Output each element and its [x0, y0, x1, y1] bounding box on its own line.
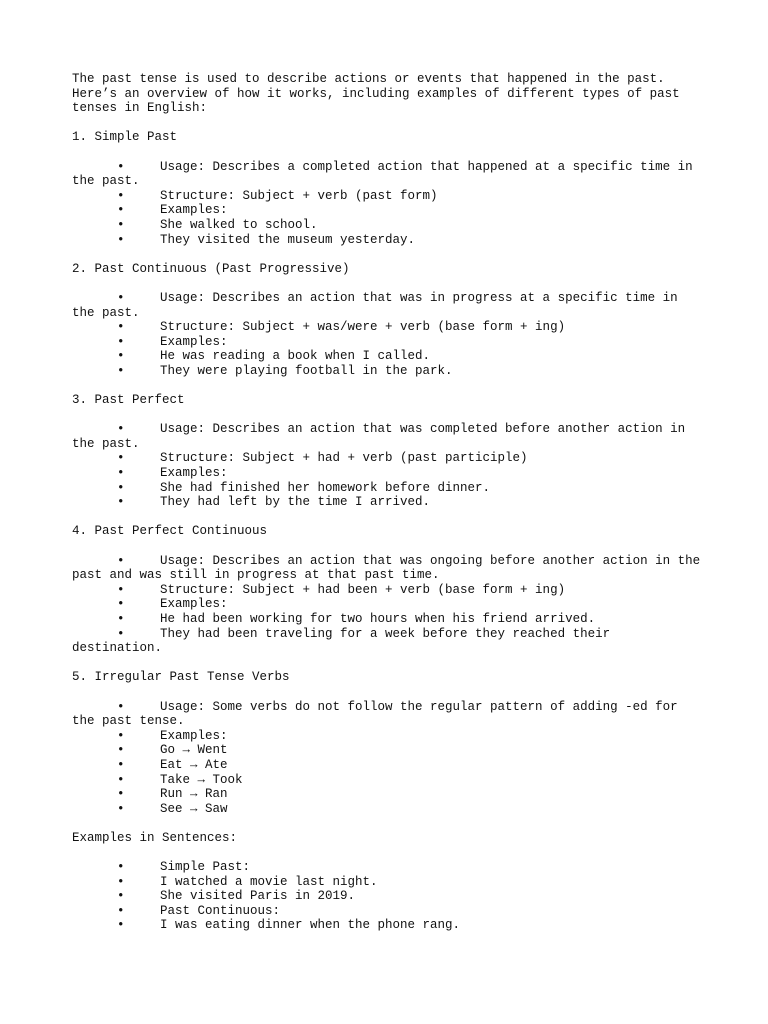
list-item-text: I was eating dinner when the phone rang.	[160, 918, 461, 933]
list-item	[72, 729, 702, 744]
list-item-text: They had left by the time I arrived.	[160, 495, 431, 510]
list-item-text: They visited the museum yesterday.	[160, 232, 416, 247]
bullet-list	[72, 160, 702, 248]
list-item	[72, 700, 702, 729]
list-item-text: Eat → Ate	[160, 757, 228, 772]
list-item-text: She visited Paris in 2019.	[160, 889, 356, 904]
bullet-list	[72, 700, 702, 817]
section-heading: 4. Past Perfect Continuous	[72, 524, 268, 539]
bullet-icon: •	[117, 611, 125, 626]
list-item	[72, 291, 702, 320]
bullet-icon: •	[117, 757, 125, 772]
list-item	[72, 597, 702, 612]
bullet-icon: •	[117, 159, 125, 174]
bullet-icon: •	[117, 772, 125, 787]
list-item-text: Examples:	[160, 466, 228, 481]
bullet-icon: •	[117, 582, 125, 597]
list-item-text: Usage: Describes an action that was ongoing before another action in the past and was still in progress at that past time.	[72, 553, 708, 583]
list-item	[72, 860, 702, 875]
list-item-text: Simple Past:	[160, 860, 251, 875]
list-item	[72, 335, 702, 350]
list-item	[72, 466, 702, 481]
list-item-text: They were playing football in the park.	[160, 363, 453, 378]
list-item-text: Take → Took	[160, 772, 243, 787]
bullet-icon: •	[117, 626, 125, 641]
bullet-list	[72, 422, 702, 510]
list-item	[72, 218, 702, 233]
list-item-text: He was reading a book when I called.	[160, 349, 431, 364]
list-item-text: Structure: Subject + had been + verb (base form + ing)	[160, 582, 566, 597]
list-item	[72, 875, 702, 890]
bullet-list	[72, 860, 702, 933]
bullet-icon: •	[117, 874, 125, 889]
list-item	[72, 802, 702, 817]
section-heading: Examples in Sentences:	[72, 830, 238, 845]
bullet-icon: •	[117, 597, 125, 612]
bullet-icon: •	[117, 495, 125, 510]
list-item	[72, 553, 708, 583]
list-item	[72, 481, 702, 496]
bullet-icon: •	[117, 203, 125, 218]
bullet-icon: •	[117, 422, 125, 437]
list-item	[72, 203, 702, 218]
list-item	[72, 583, 702, 598]
bullet-icon: •	[117, 728, 125, 743]
bullet-icon: •	[117, 232, 125, 247]
bullet-icon: •	[117, 918, 125, 933]
bullet-icon: •	[117, 217, 125, 232]
list-item	[72, 364, 702, 379]
list-item	[72, 349, 702, 364]
list-item-text: Usage: Describes an action that was in progress at a specific time in the past.	[72, 290, 686, 320]
list-item-text: Structure: Subject + verb (past form)	[160, 188, 438, 203]
bullet-icon: •	[117, 903, 125, 918]
intro-paragraph: The past tense is used to describe actions or events that happened in the past. Here’s an overview of how it works, including examples of different types of past tenses in English:	[72, 72, 688, 116]
list-item	[72, 233, 702, 248]
bullet-list	[72, 291, 702, 379]
bullet-list	[72, 553, 708, 656]
bullet-icon: •	[117, 290, 125, 305]
bullet-icon: •	[117, 787, 125, 802]
list-item	[72, 743, 702, 758]
list-item-text: Structure: Subject + had + verb (past participle)	[160, 451, 528, 466]
list-item-text: Examples:	[160, 334, 228, 349]
list-item-text: Examples:	[160, 728, 228, 743]
bullet-icon: •	[117, 334, 125, 349]
bullet-icon: •	[117, 553, 125, 568]
bullet-icon: •	[117, 743, 125, 758]
list-item	[72, 612, 702, 627]
bullet-icon: •	[117, 188, 125, 203]
section-heading: 5. Irregular Past Tense Verbs	[72, 670, 290, 685]
list-item	[72, 160, 702, 189]
list-item	[72, 889, 702, 904]
bullet-icon: •	[117, 363, 125, 378]
section-heading: 3. Past Perfect	[72, 393, 185, 408]
list-item	[72, 189, 702, 204]
list-item-text: Usage: Describes an action that was completed before another action in the past.	[72, 422, 693, 451]
bullet-icon: •	[117, 889, 125, 904]
list-item-text: Run → Ran	[160, 787, 228, 802]
sections-container	[72, 130, 708, 933]
list-item	[72, 422, 702, 451]
bullet-icon: •	[117, 699, 125, 714]
list-item-text: Examples:	[160, 203, 228, 218]
list-item	[72, 787, 702, 802]
list-item-text: Usage: Some verbs do not follow the regular pattern of adding -ed for the past tense.	[72, 699, 686, 729]
list-item-text: Past Continuous:	[160, 903, 281, 918]
list-item-text: He had been working for two hours when his friend arrived.	[160, 611, 596, 626]
list-item	[72, 918, 702, 933]
list-item-text: They had been traveling for a week before they reached their destination.	[72, 626, 618, 656]
list-item-text: See → Saw	[160, 801, 228, 816]
bullet-icon: •	[117, 801, 125, 816]
section-heading: 2. Past Continuous (Past Progressive)	[72, 261, 350, 276]
list-item	[72, 758, 702, 773]
list-item-text: Examples:	[160, 597, 228, 612]
list-item	[72, 773, 702, 788]
list-item	[72, 495, 702, 510]
bullet-icon: •	[117, 480, 125, 495]
list-item-text: I watched a movie last night.	[160, 874, 378, 889]
list-item-text: Usage: Describes a completed action that happened at a specific time in the past.	[72, 159, 701, 189]
list-item	[72, 627, 702, 656]
bullet-icon: •	[117, 466, 125, 481]
list-item	[72, 904, 702, 919]
bullet-icon: •	[117, 451, 125, 466]
list-item-text: Go → Went	[160, 743, 228, 758]
document-page	[72, 72, 708, 948]
bullet-icon: •	[117, 860, 125, 875]
list-item	[72, 451, 702, 466]
list-item-text: She had finished her homework before dinner.	[160, 480, 491, 495]
bullet-icon: •	[117, 349, 125, 364]
list-item-text: She walked to school.	[160, 217, 318, 232]
bullet-icon: •	[117, 320, 125, 335]
section-heading: 1. Simple Past	[72, 130, 178, 145]
list-item	[72, 320, 702, 335]
list-item-text: Structure: Subject + was/were + verb (base form + ing)	[160, 320, 566, 335]
